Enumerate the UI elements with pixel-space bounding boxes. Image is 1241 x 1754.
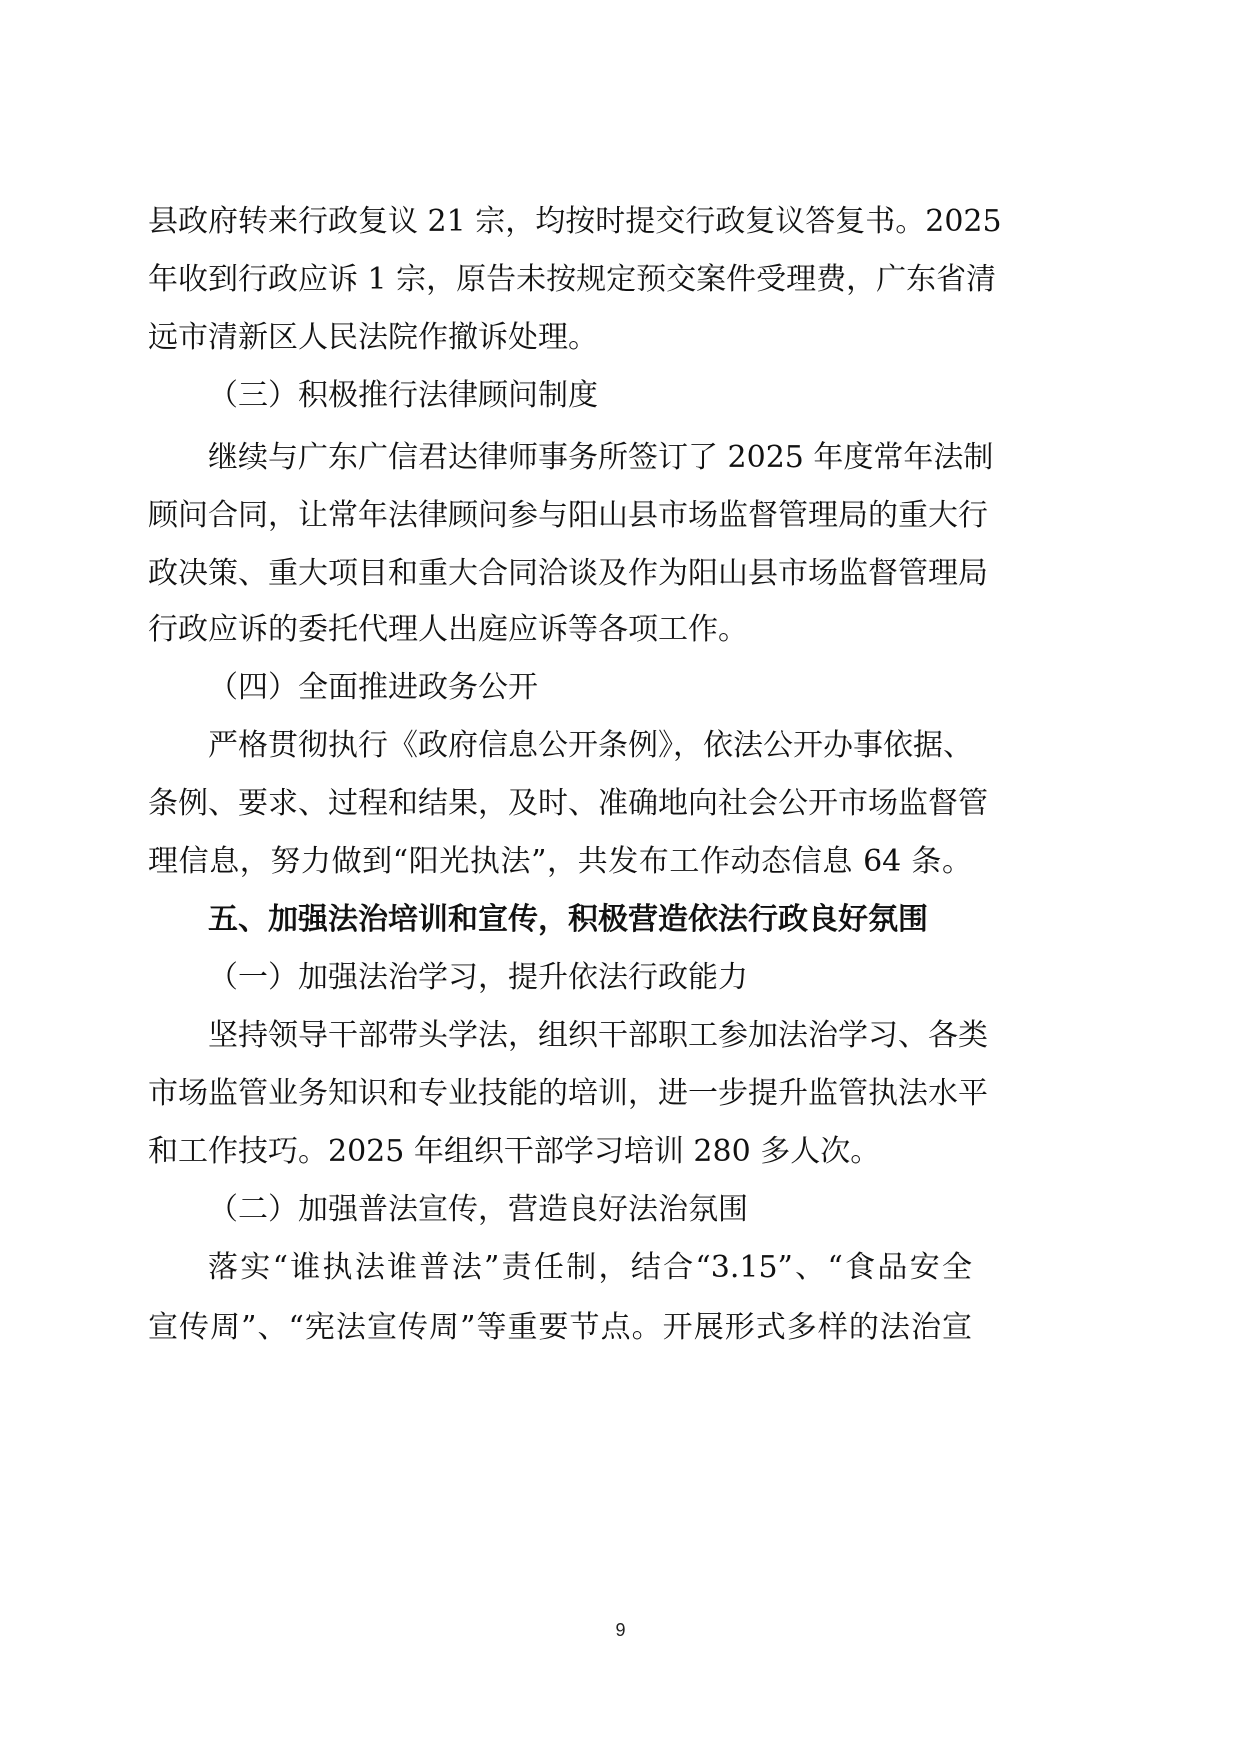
section-heading-2: （二）加强普法宣传，营造良好法治氛围	[208, 1192, 748, 1227]
paragraph-line: 顾问合同，让常年法律顾问参与阳山县市场监督管理局的重大行	[148, 498, 988, 533]
paragraph-line: 坚持领导干部带头学法，组织干部职工参加法治学习、各类	[208, 1018, 988, 1053]
section-heading-3: （三）积极推行法律顾问制度	[208, 378, 598, 413]
paragraph-line: 条例、要求、过程和结果，及时、准确地向社会公开市场监督管	[148, 786, 988, 821]
paragraph-line: 理信息，努力做到“阳光执法”，共发布工作动态信息 64 条。	[148, 844, 972, 879]
paragraph-line: 严格贯彻执行《政府信息公开条例》，依法公开办事依据、	[208, 728, 973, 763]
paragraph-line: 年收到行政应诉 1 宗，原告未按规定预交案件受理费，广东省清	[148, 262, 997, 297]
section-heading-1: （一）加强法治学习，提升依法行政能力	[208, 960, 748, 995]
paragraph-line: 和工作技巧。2025 年组织干部学习培训 280 多人次。	[148, 1134, 881, 1169]
section-heading-4: （四）全面推进政务公开	[208, 670, 538, 705]
paragraph-line: 宣传周”、“宪法宣传周”等重要节点。开展形式多样的法治宣	[148, 1310, 972, 1345]
paragraph-line: 落实“谁执法谁普法”责任制，结合“3.15”、“食品安全	[208, 1250, 972, 1285]
paragraph-line: 远市清新区人民法院作撤诉处理。	[148, 320, 598, 355]
paragraph-line: 市场监管业务知识和专业技能的培训，进一步提升监管执法水平	[148, 1076, 988, 1111]
paragraph-line: 政决策、重大项目和重大合同洽谈及作为阳山县市场监督管理局	[148, 556, 988, 591]
paragraph-line: 县政府转来行政复议 21 宗，均按时提交行政复议答复书。2025	[148, 204, 1002, 239]
paragraph-line: 行政应诉的委托代理人出庭应诉等各项工作。	[148, 612, 748, 647]
paragraph-line: 继续与广东广信君达律师事务所签订了 2025 年度常年法制	[208, 440, 994, 475]
page-number: 9	[615, 1620, 626, 1640]
chapter-heading-5: 五、加强法治培训和宣传，积极营造依法行政良好氛围	[208, 902, 928, 937]
